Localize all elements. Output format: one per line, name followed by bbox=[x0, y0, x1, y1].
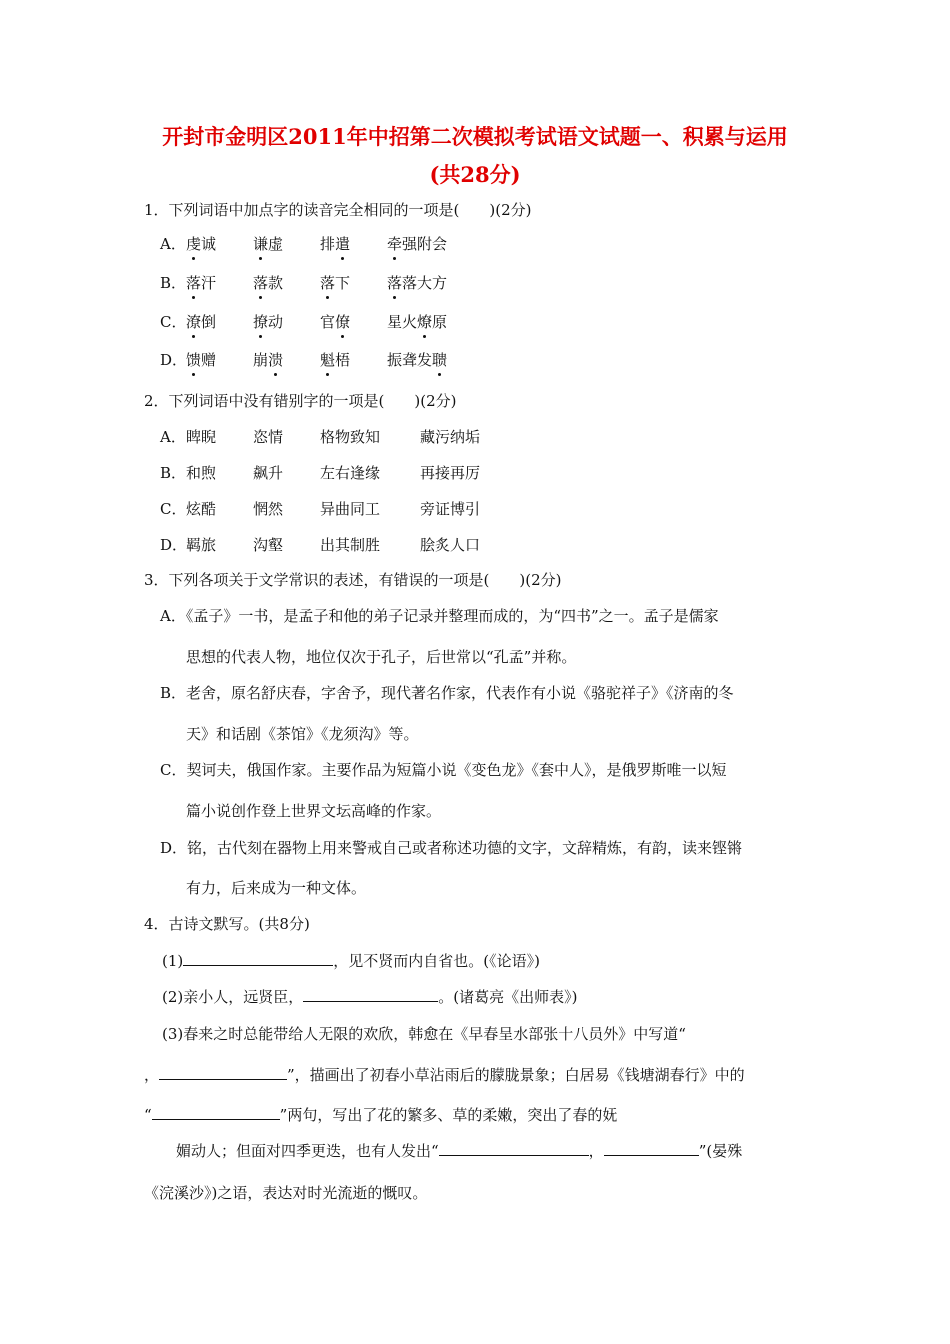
q4-item-3-line5: 《浣溪沙》)之语，表达对时光流逝的慨叹。 bbox=[144, 1184, 428, 1202]
word-text: 崩 bbox=[253, 351, 269, 369]
q4-item-3-line2 bbox=[144, 1065, 745, 1085]
dotted-char: 谦 bbox=[253, 235, 269, 253]
q1-option-label: B． bbox=[160, 274, 187, 292]
dotted-char: 馈 bbox=[186, 351, 202, 369]
q4-item-3-blank-3[interactable] bbox=[439, 1141, 589, 1156]
word-text: 星火 bbox=[387, 313, 418, 331]
q4-item-3-line2-prefix: ， bbox=[144, 1066, 160, 1084]
dotted-char: 魁 bbox=[320, 351, 336, 369]
q3-option-b-line1: B．老舍，原名舒庆春，字舍予，现代著名作家，代表作有小说《骆驼祥子》《济南的冬 bbox=[160, 684, 734, 702]
dotted-char: 落 bbox=[387, 274, 403, 292]
word-text: 振聋发 bbox=[387, 351, 433, 369]
word-text: 倒 bbox=[201, 313, 217, 331]
q3-stem: 3．下列各项关于文学常识的表述，有错误的一项是( )(2分) bbox=[144, 571, 562, 589]
q2-stem: 2．下列词语中没有错别字的一项是( )(2分) bbox=[144, 392, 457, 410]
q2-option-label: B． bbox=[160, 464, 187, 482]
dotted-char: 溃 bbox=[268, 351, 284, 369]
q4-item-2-blank[interactable] bbox=[303, 987, 438, 1002]
q1-option-word bbox=[320, 350, 350, 370]
q1-option-word bbox=[387, 350, 447, 370]
q4-item-3-line3 bbox=[144, 1105, 617, 1125]
q4-item-1-prefix: (1) bbox=[162, 952, 184, 970]
q1-option-word bbox=[186, 273, 216, 293]
q3-option-a-line2: 思想的代表人物，地位仅次于孔子，后世常以“孔孟”并称。 bbox=[186, 648, 577, 666]
dotted-char: 燎 bbox=[417, 313, 433, 331]
q4-item-3-line1: (3)春来之时总能带给人无限的欢欣，韩愈在《早春呈水部张十八员外》中写道“ bbox=[162, 1025, 686, 1043]
q3-option-b-line2: 天》和话剧《茶馆》《龙须沟》等。 bbox=[186, 725, 419, 743]
q1-option-word bbox=[320, 312, 350, 332]
q2-option-word: 藏污纳垢 bbox=[420, 428, 481, 446]
q4-item-2-prefix: (2)亲小人，远贤臣， bbox=[162, 988, 304, 1006]
dotted-char: 落 bbox=[186, 274, 202, 292]
q4-item-3-blank-1[interactable] bbox=[159, 1065, 287, 1080]
exam-title-score: (共28分) bbox=[429, 162, 521, 187]
q4-item-3-line3-prefix: “ bbox=[144, 1106, 152, 1124]
q4-item-3-line4 bbox=[176, 1141, 742, 1161]
q1-option-word bbox=[253, 234, 283, 254]
word-text: 下 bbox=[335, 274, 351, 292]
q2-option-word: 旁证博引 bbox=[420, 500, 481, 518]
dotted-char: 虔 bbox=[186, 235, 202, 253]
q2-option-word: 睥睨 bbox=[186, 428, 217, 446]
word-text: 汗 bbox=[201, 274, 217, 292]
q1-option-word bbox=[253, 273, 283, 293]
word-text: 落大方 bbox=[402, 274, 448, 292]
dotted-char: 遣 bbox=[335, 235, 351, 253]
word-text: 原 bbox=[432, 313, 448, 331]
q3-option-d-line1: D．铭，古代刻在器物上用来警戒自己或者称述功德的文字，文辞精炼，有韵，读来铿锵 bbox=[160, 839, 743, 857]
word-text: 官 bbox=[320, 313, 336, 331]
dotted-char: 潦 bbox=[186, 313, 202, 331]
word-text: 排 bbox=[320, 235, 336, 253]
word-text: 强附会 bbox=[402, 235, 448, 253]
dotted-char: 撩 bbox=[253, 313, 269, 331]
q4-item-3-blank-4[interactable] bbox=[604, 1141, 699, 1156]
q2-option-word: 出其制胜 bbox=[320, 536, 381, 554]
q1-option-word bbox=[387, 273, 447, 293]
q1-option-label: C． bbox=[160, 313, 187, 331]
q2-option-word: 脍炙人口 bbox=[420, 536, 481, 554]
q2-option-word: 左右逢缘 bbox=[320, 464, 381, 482]
q4-item-3-line3-suffix: ”两句，写出了花的繁多、草的柔嫩，突出了春的妩 bbox=[279, 1106, 618, 1124]
q2-option-word: 惘然 bbox=[253, 500, 284, 518]
q2-option-word: 飙升 bbox=[253, 464, 284, 482]
q1-option-word bbox=[186, 234, 216, 254]
q4-item-3-line4-prefix: 媚动人；但面对四季更迭，也有人发出“ bbox=[176, 1142, 439, 1160]
q1-option-word bbox=[253, 312, 283, 332]
dotted-char: 落 bbox=[320, 274, 336, 292]
q1-option-word bbox=[320, 273, 350, 293]
q2-option-word: 沟壑 bbox=[253, 536, 284, 554]
q1-option-word bbox=[253, 350, 283, 370]
q4-item-1-blank[interactable] bbox=[183, 951, 333, 966]
q2-option-word: 恣情 bbox=[253, 428, 284, 446]
q4-item-2-suffix: 。(诸葛亮《出师表》) bbox=[438, 988, 578, 1006]
word-text: 款 bbox=[268, 274, 284, 292]
q1-option-label: D． bbox=[160, 351, 188, 369]
q4-stem: 4．古诗文默写。(共8分) bbox=[144, 915, 310, 933]
dotted-char: 僚 bbox=[335, 313, 351, 331]
q4-item-1 bbox=[162, 951, 540, 971]
q1-option-word bbox=[186, 312, 216, 332]
q4-item-3-blank-2[interactable] bbox=[152, 1105, 280, 1120]
word-text: 虚 bbox=[268, 235, 284, 253]
q3-option-c-line2: 篇小说创作登上世界文坛高峰的作家。 bbox=[186, 802, 442, 820]
q4-item-2 bbox=[162, 987, 577, 1007]
dotted-char: 落 bbox=[253, 274, 269, 292]
q2-option-label: C． bbox=[160, 500, 187, 518]
word-text: 诚 bbox=[201, 235, 217, 253]
q3-option-a-line1: A．《孟子》一书，是孟子和他的弟子记录并整理而成的，为“四书”之一。孟子是儒家 bbox=[160, 607, 719, 625]
q1-option-word bbox=[320, 234, 350, 254]
q2-option-word: 异曲同工 bbox=[320, 500, 381, 518]
q2-option-word: 和煦 bbox=[186, 464, 217, 482]
q3-option-d-line2: 有力，后来成为一种文体。 bbox=[186, 879, 367, 897]
word-text: 动 bbox=[268, 313, 284, 331]
exam-title: 开封市金明区2011年中招第二次模拟考试语文试题一、积累与运用 bbox=[162, 124, 788, 149]
q2-option-label: A． bbox=[160, 428, 186, 446]
dotted-char: 聩 bbox=[432, 351, 448, 369]
word-text: 赠 bbox=[201, 351, 217, 369]
q4-item-3-line2-suffix: ”，描画出了初春小草沾雨后的朦胧景象；白居易《钱塘湖春行》中的 bbox=[287, 1066, 745, 1084]
q2-option-word: 再接再厉 bbox=[420, 464, 481, 482]
q4-item-3-line4-mid: ， bbox=[588, 1142, 604, 1160]
q1-option-word bbox=[186, 350, 216, 370]
q1-option-word bbox=[387, 312, 447, 332]
word-text: 梧 bbox=[335, 351, 351, 369]
q2-option-word: 炫酷 bbox=[186, 500, 217, 518]
q1-option-word bbox=[387, 234, 447, 254]
q2-option-word: 羁旅 bbox=[186, 536, 217, 554]
q4-item-3-line4-suffix: ”(晏殊 bbox=[698, 1142, 743, 1160]
q4-item-1-suffix: ，见不贤而内自省也。(《论语》) bbox=[333, 952, 540, 970]
q1-option-label: A． bbox=[160, 235, 186, 253]
q2-option-label: D． bbox=[160, 536, 188, 554]
q3-option-c-line1: C．契诃夫，俄国作家。主要作品为短篇小说《变色龙》《套中人》，是俄罗斯唯一以短 bbox=[160, 761, 727, 779]
q2-option-word: 格物致知 bbox=[320, 428, 381, 446]
dotted-char: 牵 bbox=[387, 235, 403, 253]
q1-stem: 1．下列词语中加点字的读音完全相同的一项是( )(2分) bbox=[144, 201, 532, 219]
